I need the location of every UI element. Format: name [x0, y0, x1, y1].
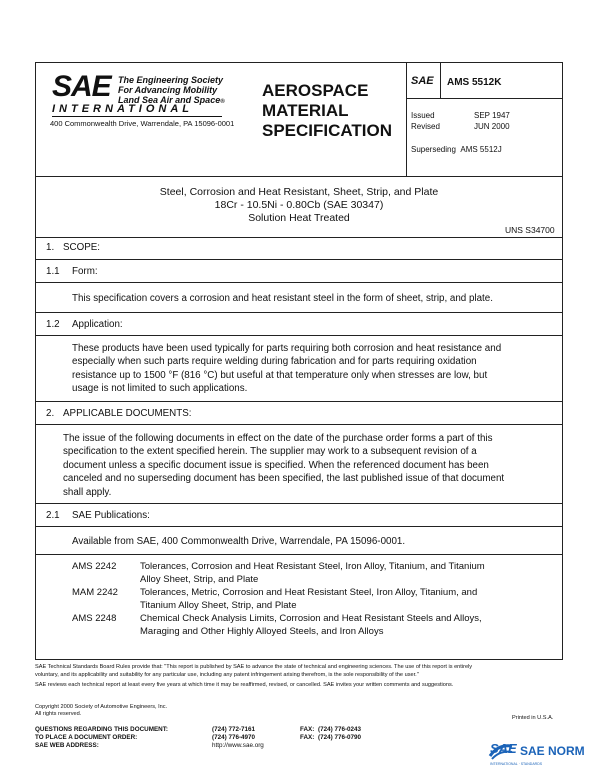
reference-text-3: Chemical Check Analysis Limits, Corrosion and Heat Resistant Steels and Alloys, Maraging and Other Highly Alloyed Steels, and Iron Alloys — [140, 613, 482, 637]
section-1-heading: SCOPE: — [63, 242, 101, 253]
contact-fax-2: (724) 776-0790 — [318, 734, 362, 741]
section-divider-8 — [35, 526, 563, 527]
section-1-2-heading: Application: — [72, 319, 123, 330]
section-2-1-text: Available from SAE, 400 Commonwealth Drive, Warrendale, PA 15096-0001. — [72, 536, 406, 547]
sae-address: 400 Commonwealth Drive, Warrendale, PA 15096-0001 — [50, 119, 235, 128]
brand-logo: SAE — [490, 741, 517, 756]
header-divider-vertical — [406, 62, 407, 176]
contact-label-3: SAE WEB ADDRESS: — [35, 742, 99, 749]
international-wordmark: INTERNATIONAL — [52, 103, 194, 115]
revised-value: JUN 2000 — [474, 122, 510, 131]
registered-mark: ® — [220, 99, 225, 105]
spec-number-divider — [440, 62, 441, 98]
section-divider-7 — [35, 503, 563, 504]
sae-web-link[interactable]: http://www.sae.org — [212, 742, 264, 749]
contact-phone-1: (724) 772-7161 — [212, 726, 256, 733]
section-divider-6 — [35, 424, 563, 425]
section-divider-4 — [35, 335, 563, 336]
section-2-1-number: 2.1 — [46, 510, 60, 521]
issued-value: SEP 1947 — [474, 111, 510, 120]
contact-fax-label-1: FAX: — [300, 726, 315, 733]
section-1-1-text: This specification covers a corrosion and heat resistant steel in the form of sheet, strip, and plate. — [72, 293, 493, 304]
contact-phone-2: (724) 776-4970 — [212, 734, 256, 741]
section-1-2-number: 1.2 — [46, 319, 60, 330]
section-1-1-number: 1.1 — [46, 266, 60, 277]
footer-rights: All rights reserved. — [35, 711, 82, 717]
reference-text-1: Tolerances, Corrosion and Heat Resistant Steel, Iron Alloy, Titanium, and Titanium Alloy Sheet, Strip, and Plate — [140, 561, 485, 585]
title-divider-bottom — [35, 237, 563, 238]
issued-label: Issued — [411, 111, 435, 120]
contact-label-2: TO PLACE A DOCUMENT ORDER: — [35, 734, 138, 741]
section-1-number: 1. — [46, 242, 55, 253]
material-title-line-2: 18Cr - 10.5Ni - 0.80Cb (SAE 30347) — [214, 199, 384, 211]
reference-code-1: AMS 2242 — [72, 561, 117, 572]
sae-norm-brand — [488, 740, 598, 770]
uns-number: UNS S34700 — [505, 225, 555, 235]
footer-printed: Printed in U.S.A. — [512, 715, 554, 721]
footer-policy: SAE Technical Standards Board Rules provide that: "This report is published by SAE to advance the state of technical and engineering sciences. The use of this report is entirely voluntary, and its applicability and suitability for any particular use, including any patent infringement arising therefrom, is the sole responsibility of the user." SAE reviews each technical report at least every five years at which time it may be reaffirmed, revised, or cancelled. SAE invites your written comments and suggestions. — [35, 664, 473, 689]
society-line-3: Land Sea Air and Space® — [118, 95, 225, 105]
section-2-paragraph: The issue of the following documents in effect on the date of the purchase order forms a part of this specification to the extent specified herein. The supplier may work to a subsequent revision of a document unless a specific document issue is specified. When the referenced document has been canceled and no superseding document has been specified, the last published issue of that document shall apply. — [63, 433, 505, 498]
society-line-2: For Advancing Mobility — [118, 85, 218, 95]
reference-code-2: MAM 2242 — [72, 587, 118, 598]
small-sae-logo: SAE — [411, 75, 434, 87]
footer-copyright: Copyright 2000 Society of Automotive Engineers, Inc. — [35, 704, 168, 710]
revised-label: Revised — [411, 122, 440, 131]
section-divider-2 — [35, 282, 563, 283]
contact-label-1: QUESTIONS REGARDING THIS DOCUMENT: — [35, 726, 168, 733]
section-2-number: 2. — [46, 408, 55, 419]
reference-code-3: AMS 2248 — [72, 613, 117, 624]
section-divider-5 — [35, 401, 563, 402]
spec-title-line-2: MATERIAL — [262, 101, 349, 120]
brand-name: SAE NORM — [520, 744, 585, 758]
section-2-heading: APPLICABLE DOCUMENTS: — [63, 408, 192, 419]
sae-logo: SAE — [52, 70, 111, 103]
society-line-1: The Engineering Society — [118, 75, 224, 85]
section-divider-9 — [35, 554, 563, 555]
reference-text-2: Tolerances, Metric, Corrosion and Heat Resistant Steel, Iron Alloy, Titanium, and Titanium Alloy Sheet, Strip, and Plate — [140, 587, 478, 611]
spec-number: AMS 5512K — [447, 77, 502, 88]
superseding-line: Superseding AMS 5512J — [411, 145, 502, 154]
section-2-1-heading: SAE Publications: — [72, 510, 150, 521]
section-1-2-paragraph: These products have been used typically for parts requiring both corrosion and heat resistance and especially when such parts require welding during fabrication and for parts requiring oxidation resistance up to 1500 °F (816 °C) but useful at that temperature only when stresses are low, but usage is not limited to such applications. — [72, 343, 502, 395]
contact-fax-1: (724) 776-0243 — [318, 726, 362, 733]
contact-fax-label-2: FAX: — [300, 734, 315, 741]
section-divider-1 — [35, 259, 563, 260]
spec-title-line-1: AEROSPACE — [262, 81, 369, 100]
header-divider-right — [406, 98, 563, 99]
material-title-line-3: Solution Heat Treated — [248, 212, 350, 224]
section-1-1-heading: Form: — [72, 266, 98, 277]
brand-sub: INTERNATIONAL · STANDARDS — [490, 762, 543, 766]
spec-title-line-3: SPECIFICATION — [262, 121, 393, 140]
logo-underline — [52, 116, 222, 117]
material-title-line-1: Steel, Corrosion and Heat Resistant, Sheet, Strip, and Plate — [159, 186, 439, 198]
section-divider-3 — [35, 312, 563, 313]
header-divider-bottom — [35, 176, 563, 177]
